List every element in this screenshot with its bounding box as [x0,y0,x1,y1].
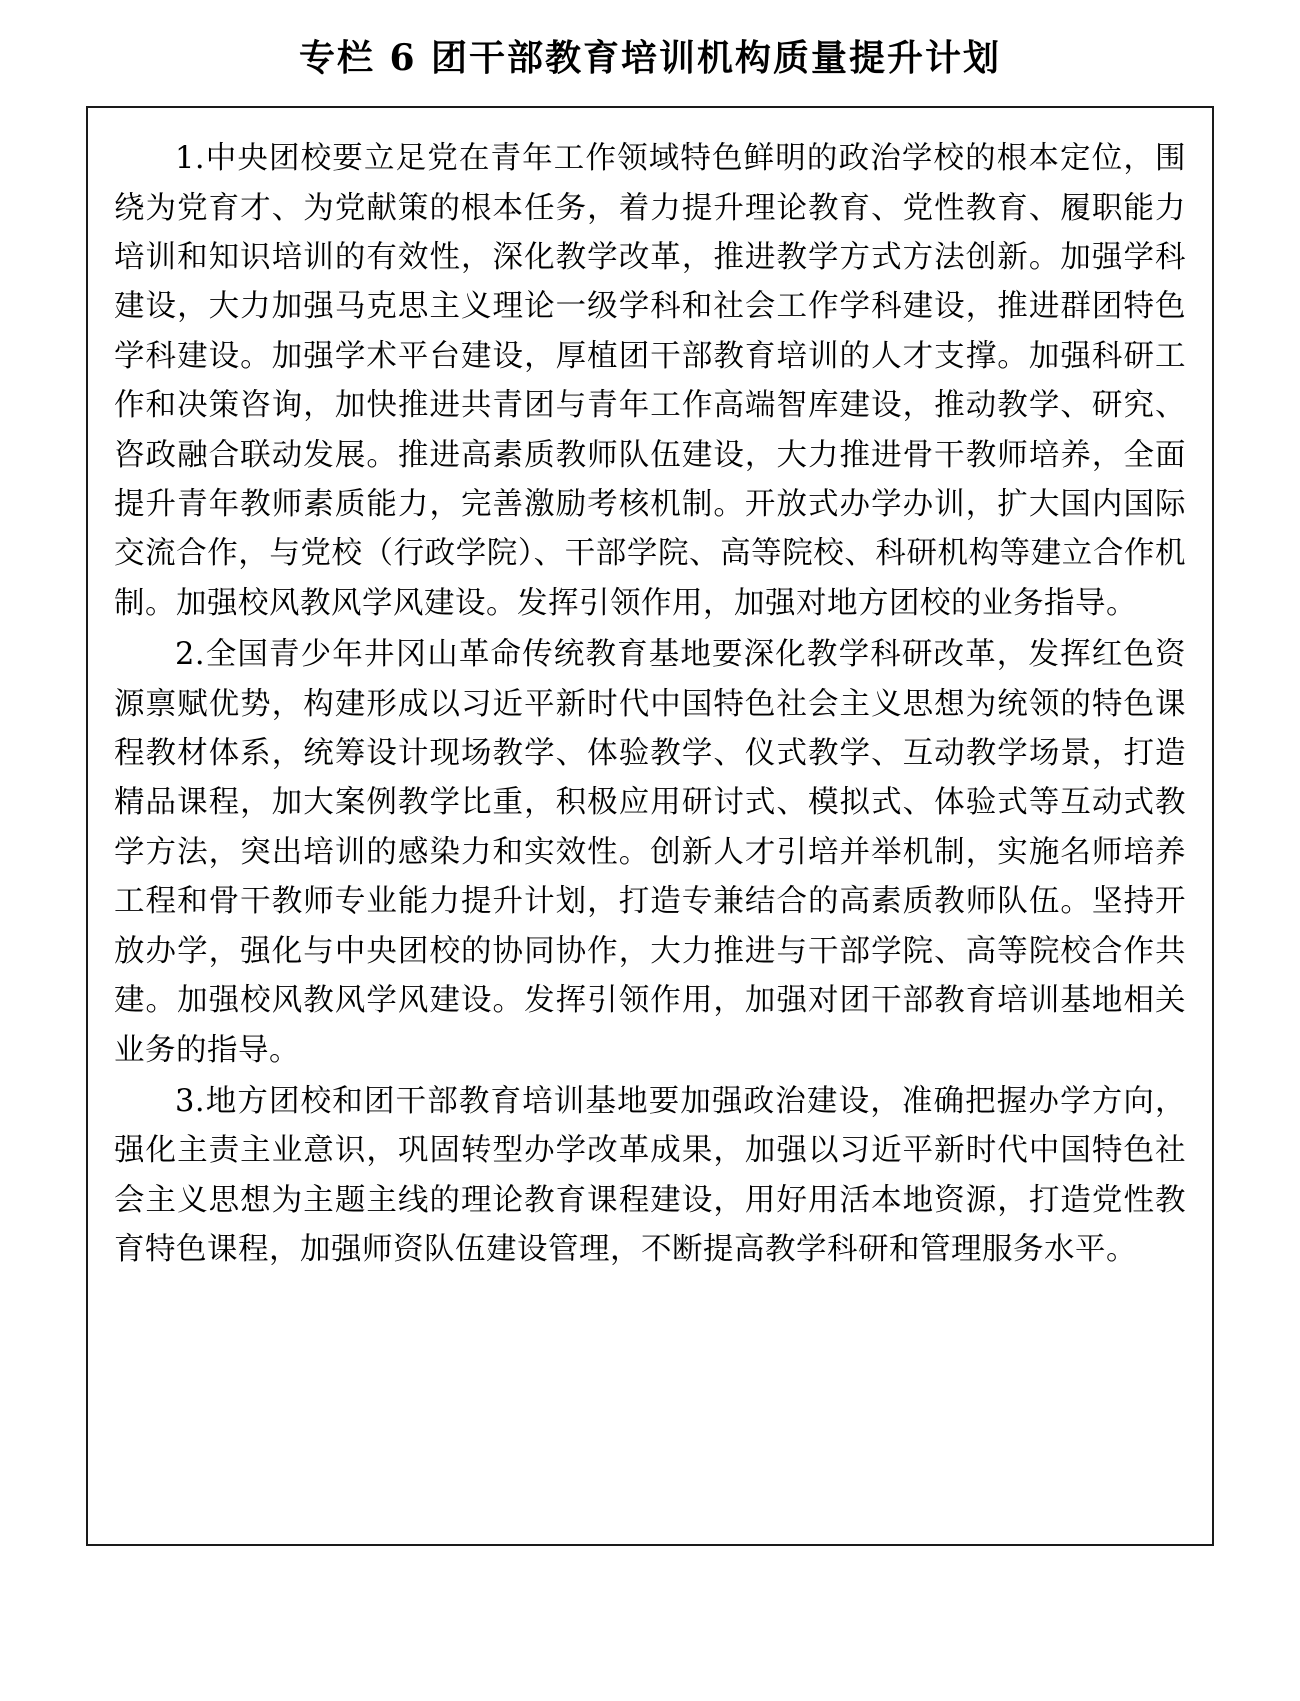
paragraph-1: 1.中央团校要立足党在青年工作领域特色鲜明的政治学校的根本定位，围绕为党育才、为党献策的根本任务，着力提升理论教育、党性教育、履职能力培训和知识培训的有效性，深化教学改革，推进教学方式方法创新。加强学科建设，大力加强马克思主义理论一级学科和社会工作学科建设，推进群团特色学科建设。加强学术平台建设，厚植团干部教育培训的人才支撑。加强科研工作和决策咨询，加快推进共青团与青年工作高端智库建设，推动教学、研究、咨政融合联动发展。推进高素质教师队伍建设，大力推进骨干教师培养，全面提升青年教师素质能力，完善激励考核机制。开放式办学办训，扩大国内国际交流合作，与党校（行政学院）、干部学院、高等院校、科研机构等建立合作机制。加强校风教风学风建设。发挥引领作用，加强对地方团校的业务指导。 [114,141,1186,621]
paragraph-2: 2.全国青少年井冈山革命传统教育基地要深化教学科研改革，发挥红色资源禀赋优势，构建形成以习近平新时代中国特色社会主义思想为统领的特色课程教材体系，统筹设计现场教学、体验教学、仪式教学、互动教学场景，打造精品课程，加大案例教学比重，积极应用研讨式、模拟式、体验式等互动式教学方法，突出培训的感染力和实效性。创新人才引培并举机制，实施名师培养工程和骨干教师专业能力提升计划，打造专兼结合的高素质教师队伍。坚持开放办学，强化与中央团校的协同协作，大力推进与干部学院、高等院校合作共建。加强校风教风学风建设。发挥引领作用，加强对团干部教育培训基地相关业务的指导。 [114,637,1186,1068]
paragraph-3: 3.地方团校和团干部教育培训基地要加强政治建设，准确把握办学方向，强化主责主业意识，巩固转型办学改革成果，加强以习近平新时代中国特色社会主义思想为主题主线的理论教育课程建设，用好用活本地资源，打造党性教育特色课程，加强师资队伍建设管理，不断提高教学科研和管理服务水平。 [114,1083,1186,1268]
content-box [86,106,1214,1546]
page-title: 专栏 6 团干部教育培训机构质量提升计划 [298,37,1002,79]
